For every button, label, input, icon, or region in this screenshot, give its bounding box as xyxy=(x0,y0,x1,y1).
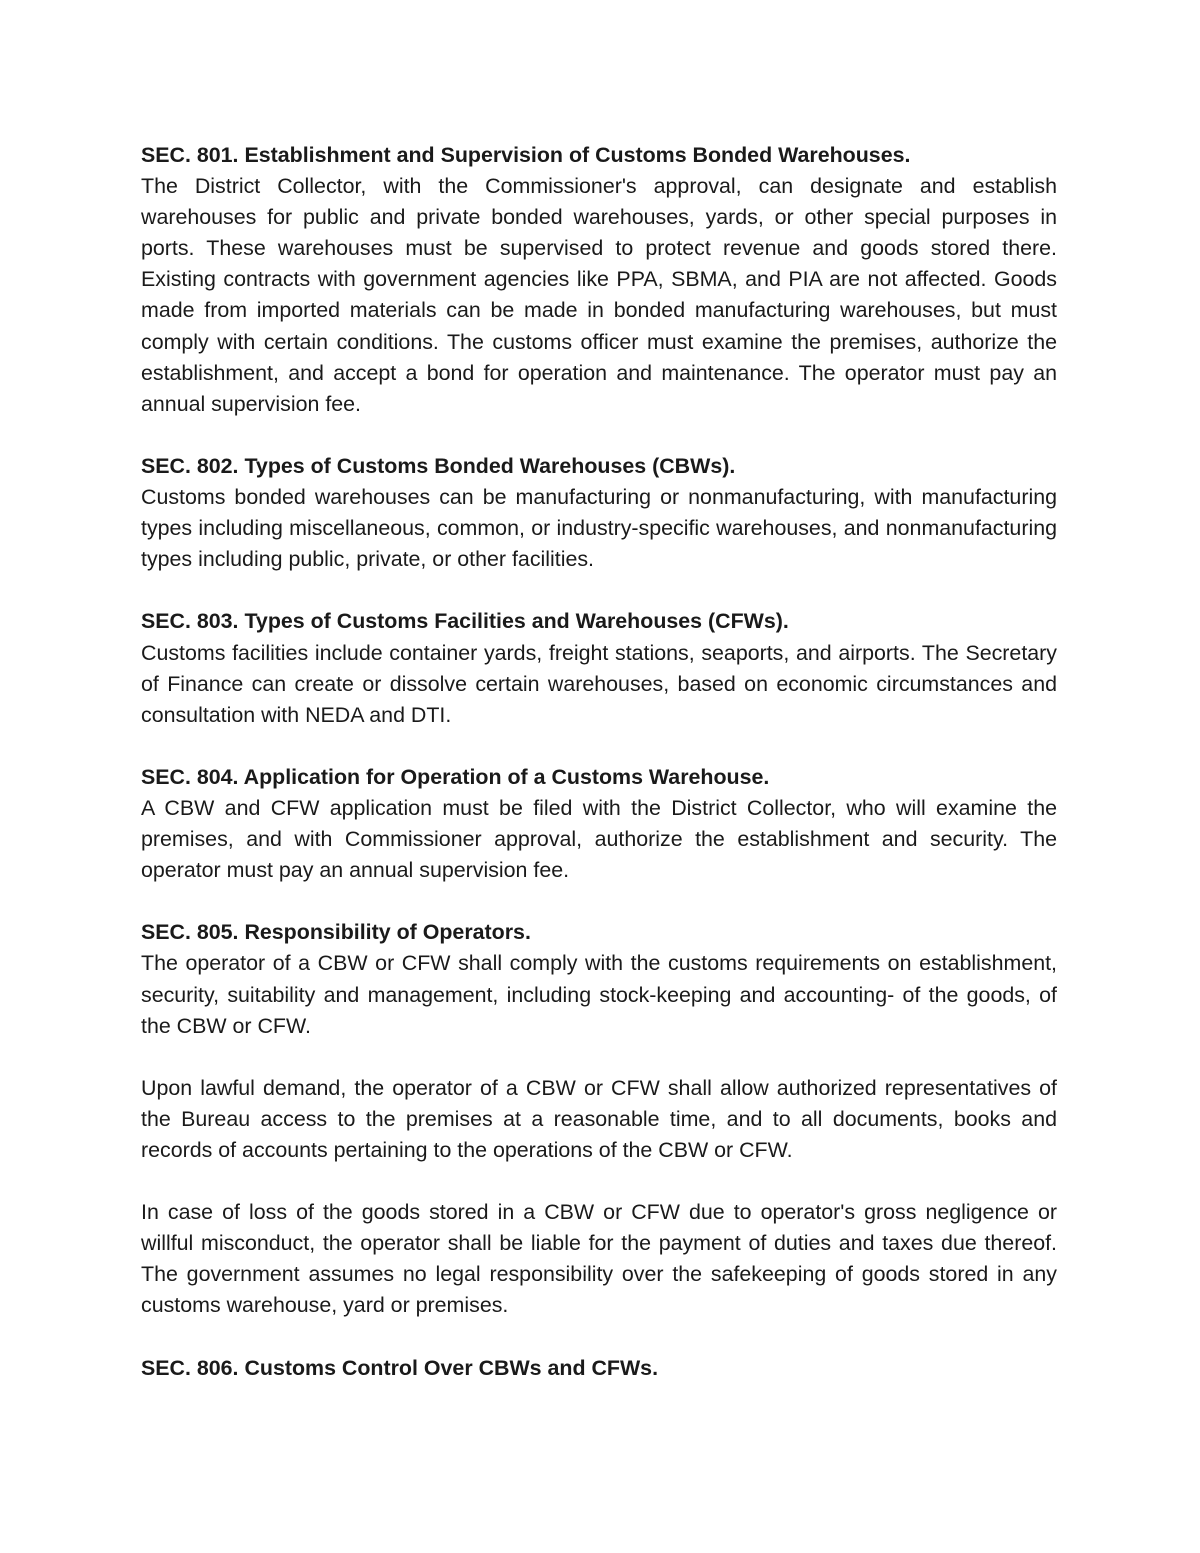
section-paragraph: Upon lawful demand, the operator of a CBW or CFW shall allow authorized representatives of the Bureau access to the premises at a reasonable time, and to all documents, books and records of accounts pertaining to the operations of the CBW or CFW. xyxy=(141,1075,1057,1162)
section-heading: SEC. 806. Customs Control Over CBWs and CFWs. xyxy=(141,1355,659,1380)
section-805 xyxy=(141,917,1057,1321)
section-paragraph: Customs bonded warehouses can be manufacturing or nonmanufacturing, with manufacturing types including miscellaneous, common, or industry-specific warehouses, and nonmanufacturing types including public, private, or other facilities. xyxy=(141,485,1057,572)
section-heading: SEC. 804. Application for Operation of a Customs Warehouse. xyxy=(141,764,770,789)
section-paragraph: In case of loss of the goods stored in a CBW or CFW due to operator's gross negligence or willful misconduct, the operator shall be liable for the payment of duties and taxes due thereof. The government assumes no legal responsibility over the safekeeping of goods stored in any customs warehouse, yard or premises. xyxy=(141,1200,1057,1318)
section-paragraph: The District Collector, with the Commissioner's approval, can designate and establish warehouses for public and private bonded warehouses, yards, or other special purposes in ports. These warehouses must be supervised to protect revenue and goods stored there. Existing contracts with government agencies like PPA, SBMA, and PIA are not affected. Goods made from imported materials can be made in bonded manufacturing warehouses, but must comply with certain conditions. The customs officer must examine the premises, authorize the establishment, and accept a bond for operation and maintenance. The operator must pay an annual supervision fee. xyxy=(141,174,1057,416)
section-heading: SEC. 805. Responsibility of Operators. xyxy=(141,920,531,945)
section-802 xyxy=(141,451,1057,575)
section-paragraph: Customs facilities include container yards, freight stations, seaports, and airports. The Secretary of Finance can create or dissolve certain warehouses, based on economic circumstances and consultation with NEDA and DTI. xyxy=(141,640,1057,727)
section-paragraph: The operator of a CBW or CFW shall comply with the customs requirements on establishment, security, suitability and management, including stock-keeping and accounting- of the goods, of the CBW or CFW. xyxy=(141,951,1057,1038)
section-806 xyxy=(141,1353,1057,1384)
section-801 xyxy=(141,140,1057,420)
section-heading: SEC. 802. Types of Customs Bonded Warehouses (CBWs). xyxy=(141,453,736,478)
section-heading: SEC. 803. Types of Customs Facilities and Warehouses (CFWs). xyxy=(141,609,789,634)
section-heading: SEC. 801. Establishment and Supervision of Customs Bonded Warehouses. xyxy=(141,143,911,167)
section-paragraph: A CBW and CFW application must be filed with the District Collector, who will examine the premises, and with Commissioner approval, authorize the establishment and security. The operator must pay an annual supervision fee. xyxy=(141,795,1057,883)
section-803 xyxy=(141,606,1057,730)
document-page xyxy=(141,140,1057,1415)
section-804 xyxy=(141,762,1057,886)
